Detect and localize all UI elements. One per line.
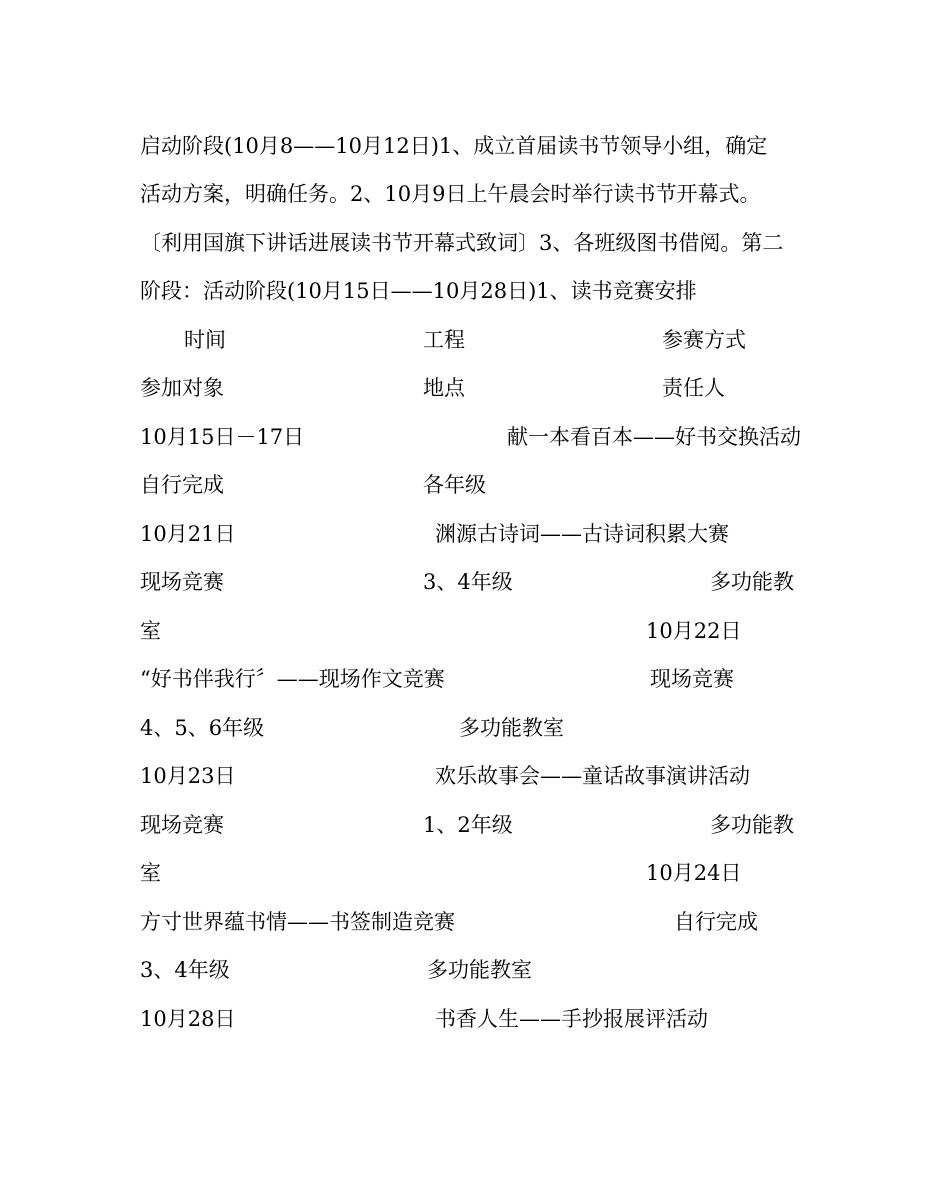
table-cell: 3、4年级 xyxy=(140,958,230,982)
table-cell: 现场竞赛 xyxy=(140,813,224,837)
table-cell: “好书伴我行〞——现场作文竞赛 xyxy=(140,667,445,691)
header-location: 地点 xyxy=(423,376,465,400)
table-cell: 室 xyxy=(140,619,161,643)
paragraph-line-2: 活动方案，明确任务。2、10月9日上午晨会时举行读书节开幕式。 xyxy=(140,182,761,206)
table-cell: 自行完成 xyxy=(140,473,224,497)
table-cell: 多功能教 xyxy=(710,813,794,837)
table-cell: 室 xyxy=(140,861,161,885)
table-cell: 4、5、6年级 xyxy=(140,716,265,740)
paragraph-line-1: 启动阶段(10月8——10月12日)1、成立首届读书节领导小组，确定 xyxy=(140,134,768,158)
table-cell: 3、4年级 xyxy=(423,570,513,594)
table-cell: 多功能教室 xyxy=(459,716,564,740)
table-cell: 10月28日 xyxy=(140,1007,236,1031)
header-time: 时间 xyxy=(184,328,226,352)
table-cell: 10月15日－17日 xyxy=(140,425,305,449)
table-cell: 渊源古诗词——古诗词积累大赛 xyxy=(435,522,729,546)
table-cell: 方寸世界蕴书情——书签制造竞赛 xyxy=(140,910,455,934)
table-cell: 书香人生——手抄报展评活动 xyxy=(435,1007,708,1031)
header-person: 责任人 xyxy=(662,376,725,400)
table-cell: 多功能教室 xyxy=(427,958,532,982)
table-cell: 现场竞赛 xyxy=(140,570,224,594)
table-cell: 10月24日 xyxy=(646,861,742,885)
table-cell: 现场竞赛 xyxy=(650,667,734,691)
header-method: 参赛方式 xyxy=(662,328,746,352)
table-cell: 自行完成 xyxy=(674,910,758,934)
header-participants: 参加对象 xyxy=(140,376,224,400)
paragraph-line-3: 〔利用国旗下讲话进展读书节开幕式致词〕3、各班级图书借阅。第二 xyxy=(140,231,784,255)
header-project: 工程 xyxy=(423,328,465,352)
table-cell: 10月21日 xyxy=(140,522,236,546)
table-cell: 欢乐故事会——童话故事演讲活动 xyxy=(435,764,750,788)
table-cell: 各年级 xyxy=(423,473,486,497)
table-cell: 献一本看百本——好书交换活动 xyxy=(507,425,801,449)
paragraph-line-4: 阶段：活动阶段(10月15日——10月28日)1、读书竞赛安排 xyxy=(140,279,697,303)
table-cell: 多功能教 xyxy=(710,570,794,594)
table-cell: 10月22日 xyxy=(646,619,742,643)
table-cell: 10月23日 xyxy=(140,764,236,788)
table-cell: 1、2年级 xyxy=(423,813,513,837)
